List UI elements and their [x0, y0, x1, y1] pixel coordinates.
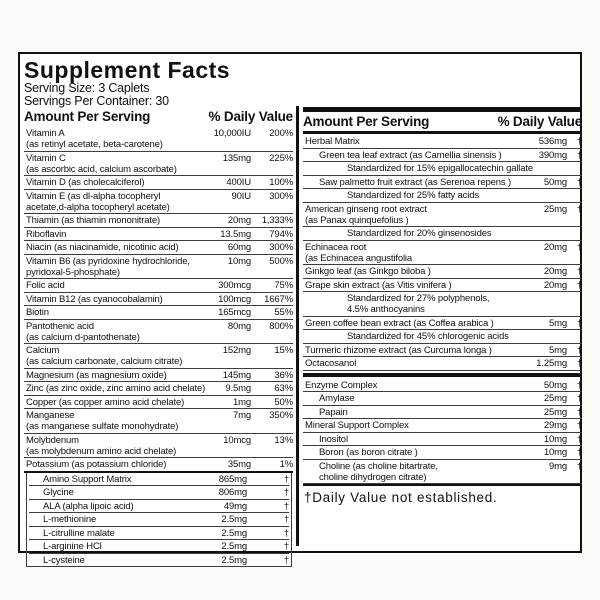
- daily-value-header: % Daily Value: [497, 114, 583, 129]
- daily-value: †: [283, 514, 289, 525]
- ingredient-row: [24, 344, 293, 369]
- right-top-spacer: [303, 56, 582, 106]
- servings-per-container: Servings Per Container: 30: [24, 94, 169, 108]
- ingredient-name: Zinc (as zinc oxide, zinc amino acid chelate): [26, 383, 206, 394]
- ingredient-name: Turmeric rhizome extract (as Curcuma longa ): [305, 344, 492, 356]
- ingredient-name: Standardized for 25% fatty acids: [347, 190, 479, 201]
- ingredient-row: [303, 241, 582, 266]
- ingredient-name: Green coffee bean extract (as Coffea arabica ): [305, 317, 494, 329]
- ingredient-row: [24, 255, 293, 280]
- ingredient-row: [24, 306, 293, 320]
- ingredient-name: Thiamin (as thiamin mononitrate): [26, 215, 161, 226]
- amount-value: 13.5mg: [220, 228, 251, 240]
- left-column: [20, 54, 296, 566]
- daily-value: †: [283, 554, 289, 566]
- ingredient-row: [303, 265, 582, 279]
- amount-value: 10mg: [543, 433, 568, 445]
- amount-value: 20mg: [543, 266, 568, 277]
- ingredient-name: Green tea leaf extract (as Camellia sinensis ): [319, 149, 502, 161]
- amount-value: 20mg: [543, 279, 568, 291]
- amount-value: 400IU: [226, 177, 251, 188]
- daily-value: 75%: [274, 280, 293, 291]
- daily-value: †: [576, 266, 583, 277]
- amount-value: 90IU: [231, 190, 251, 202]
- ingredient-row: [303, 379, 582, 393]
- daily-value: †: [576, 136, 583, 147]
- daily-value: 1,333%: [261, 215, 293, 226]
- daily-value: †: [576, 317, 583, 329]
- daily-value: 100%: [269, 177, 293, 188]
- daily-value-footnote: †Daily Value not established.: [304, 490, 498, 505]
- amount-value: 10mg: [543, 447, 568, 458]
- ingredient-name: Echinacea root (as Echinacea angustifolia: [305, 241, 413, 264]
- amount-value: 29mg: [543, 420, 568, 431]
- amount-value: 25mg: [543, 393, 568, 404]
- ingredient-row: [24, 241, 293, 255]
- amount-per-serving-header: Amount Per Serving: [303, 114, 430, 129]
- ingredient-row: [24, 396, 293, 410]
- daily-value: 350%: [269, 410, 293, 421]
- daily-value: †: [576, 241, 583, 253]
- standardized-note: [303, 292, 582, 317]
- daily-value: 1%: [279, 459, 293, 470]
- amount-value: 35mg: [227, 459, 251, 470]
- ingredient-name: Standardized for 20% ginsenosides: [347, 228, 492, 239]
- daily-value: †: [283, 487, 289, 498]
- column-header: [303, 113, 582, 131]
- daily-value: †: [283, 527, 289, 539]
- daily-value: †: [576, 433, 583, 445]
- section-divider: [303, 373, 582, 377]
- amount-value: 5mg: [548, 317, 568, 329]
- ingredient-name: Calcium (as calcium carbonate, calcium citrate): [26, 345, 183, 367]
- ingredient-name: L-methionine: [43, 514, 97, 525]
- daily-value: †: [576, 149, 583, 161]
- amount-value: 10mcg: [223, 434, 251, 446]
- daily-value: †: [283, 541, 289, 552]
- amount-value: 25mg: [543, 406, 568, 418]
- ingredient-row: [303, 344, 582, 358]
- ingredient-row: [303, 279, 582, 293]
- title-block: [24, 57, 293, 106]
- amount-value: 10mg: [227, 255, 251, 267]
- amount-value: 50mg: [543, 379, 568, 391]
- ingredient-name: Biotin: [26, 307, 49, 318]
- amount-value: 80mg: [227, 320, 251, 332]
- ingredient-row: [24, 434, 293, 459]
- ingredient-name: Vitamin E (as dl-alpha tocopheryl acetate,d-alpha tocopheryl acetate): [26, 190, 170, 213]
- amount-value: 390mg: [538, 149, 568, 161]
- ingredient-name: Saw palmetto fruit extract (as Serenoa repens ): [319, 176, 512, 188]
- standardized-note: [303, 162, 582, 176]
- standardized-note: [303, 189, 582, 203]
- amount-value: 2.5mg: [221, 541, 247, 552]
- daily-value: †: [576, 406, 583, 418]
- ingredient-row: [303, 149, 582, 163]
- ingredient-name: Riboflavin: [26, 228, 67, 240]
- ingredient-row: [303, 460, 582, 485]
- ingredient-row: [303, 446, 582, 460]
- serving-size: Serving Size: 3 Caplets: [24, 81, 150, 95]
- ingredient-row: [303, 357, 582, 371]
- ingredient-row: [24, 320, 293, 345]
- ingredient-row: [24, 152, 293, 177]
- amount-value: 10,000IU: [213, 128, 251, 139]
- daily-value: 36%: [274, 369, 293, 381]
- daily-value: †: [576, 203, 583, 215]
- daily-value: 13%: [274, 434, 293, 446]
- daily-value: 300%: [269, 190, 293, 202]
- ingredient-name: American ginseng root extract (as Panax quinquefolius ): [305, 203, 427, 226]
- daily-value: 300%: [269, 242, 293, 253]
- daily-value: 15%: [274, 345, 293, 356]
- amount-value: 100mcg: [218, 293, 251, 305]
- ingredient-row: [24, 458, 293, 473]
- ingredient-name: Potassium (as potassium chloride): [26, 459, 167, 470]
- ingredient-row: [24, 214, 293, 228]
- daily-value: †: [576, 393, 583, 404]
- ingredient-row: [303, 406, 582, 420]
- ingredient-name: Glycine: [43, 487, 74, 498]
- daily-value: 1667%: [264, 293, 293, 305]
- right-column: [299, 54, 585, 551]
- daily-value: †: [576, 279, 583, 291]
- ingredient-name: Copper (as copper amino acid chelate): [26, 396, 185, 408]
- ingredient-row: [303, 392, 582, 406]
- ingredient-name: L-citrulline malate: [43, 527, 115, 539]
- ingredient-row: [303, 203, 582, 228]
- daily-value: 200%: [269, 128, 293, 139]
- ingredient-row: [24, 382, 293, 396]
- ingredient-row: [29, 500, 289, 514]
- ingredient-name: Pantothenic acid (as calcium d-pantothenate): [26, 320, 140, 343]
- ingredient-name: Enzyme Complex: [305, 379, 378, 391]
- daily-value-header: % Daily Value: [208, 109, 293, 124]
- ingredient-name: Papain: [319, 406, 348, 418]
- ingredient-name: Manganese (as manganese sulfate monohydrate): [26, 410, 179, 432]
- daily-value: 225%: [269, 152, 293, 164]
- amino-support-matrix-box: [26, 473, 292, 568]
- amount-value: 20mg: [543, 241, 568, 253]
- ingredient-name: Octacosanol: [305, 358, 357, 369]
- header-bottom-bar: [303, 131, 582, 134]
- ingredient-row: [24, 279, 293, 293]
- daily-value: 63%: [274, 383, 293, 394]
- ingredient-name: ALA (alpha lipoic acid): [43, 500, 134, 512]
- amount-value: 2.5mg: [221, 527, 247, 539]
- amount-value: 7mg: [232, 410, 251, 421]
- ingredient-name: Vitamin D (as cholecalciferol): [26, 177, 145, 188]
- amount-value: 20mg: [227, 215, 251, 226]
- daily-value: 55%: [274, 307, 293, 318]
- amount-value: 5mg: [548, 344, 568, 356]
- ingredient-row: [303, 433, 582, 447]
- amount-value: 135mg: [222, 152, 251, 164]
- ingredient-name: Vitamin B12 (as cyanocobalamin): [26, 293, 163, 305]
- herbal-matrix-rows: [303, 135, 582, 371]
- ingredient-name: Grape skin extract (as Vitis vinifera ): [305, 279, 452, 291]
- complex-rows: [303, 379, 582, 485]
- daily-value: †: [576, 344, 583, 356]
- ingredient-row: [29, 513, 289, 527]
- standardized-note: [303, 330, 582, 344]
- amount-value: 152mg: [222, 345, 251, 356]
- daily-value: 50%: [274, 396, 293, 408]
- ingredient-row: [24, 176, 293, 190]
- ingredient-name: Inositol: [319, 433, 348, 445]
- amount-value: 9mg: [548, 460, 568, 472]
- ingredient-row: [29, 540, 289, 554]
- standardized-note: [303, 227, 582, 241]
- amount-per-serving-header: Amount Per Serving: [24, 109, 151, 124]
- daily-value: 794%: [269, 228, 293, 240]
- ingredient-name: Vitamin A (as retinyl acetate, beta-carotene): [26, 128, 163, 150]
- ingredient-row: [303, 419, 582, 433]
- ingredient-row: [24, 228, 293, 242]
- daily-value: 800%: [269, 320, 293, 332]
- ingredient-row: [24, 409, 293, 434]
- ingredient-name: Magnesium (as magnesium oxide): [26, 369, 167, 381]
- amount-value: 1.25mg: [536, 358, 568, 369]
- amount-value: 806mg: [218, 487, 247, 498]
- amount-value: 145mg: [222, 369, 251, 381]
- amount-value: 1mg: [232, 396, 251, 408]
- daily-value: †: [576, 176, 583, 188]
- ingredient-name: Ginkgo leaf (as Ginkgo biloba ): [305, 266, 431, 277]
- ingredient-name: Niacin (as niacinamide, nicotinic acid): [26, 242, 179, 253]
- ingredient-row: [24, 369, 293, 383]
- ingredient-name: Standardized for 15% epigallocatechin gallate: [347, 163, 534, 174]
- ingredient-name: Vitamin C (as ascorbic acid, calcium ascorbate): [26, 152, 177, 175]
- amount-value: 300mcg: [218, 280, 251, 291]
- amount-value: 536mg: [538, 136, 568, 147]
- vitamin-mineral-rows: [24, 127, 293, 473]
- ingredient-name: Standardized for 27% polyphenols, 4.5% anthocyanins: [347, 293, 490, 315]
- daily-value: †: [283, 473, 289, 485]
- ingredient-row: [24, 127, 293, 152]
- daily-value: †: [576, 358, 583, 369]
- daily-value: †: [576, 460, 583, 472]
- ingredient-name: Choline (as choline bitartrate, choline dihydrogen citrate): [319, 460, 438, 483]
- ingredient-row: [303, 317, 582, 331]
- ingredient-name: Standardized for 45% chlorogenic acids: [347, 331, 509, 342]
- ingredient-name: Amino Support Matrix: [43, 473, 132, 485]
- ingredient-row: [29, 527, 289, 541]
- supplement-facts-label: [18, 52, 583, 566]
- amount-value: 25mg: [543, 203, 568, 215]
- ingredient-row: [303, 176, 582, 190]
- daily-value: †: [283, 500, 289, 512]
- amount-value: 60mg: [227, 242, 251, 253]
- ingredient-name: Molybdenum (as molybdenum amino acid chelate): [26, 434, 177, 457]
- amount-value: 50mg: [543, 176, 568, 188]
- amount-value: 49mg: [223, 500, 247, 512]
- daily-value: †: [576, 379, 583, 391]
- amount-value: 2.5mg: [221, 514, 247, 525]
- ingredient-row: [29, 554, 289, 567]
- column-header: [24, 108, 293, 126]
- ingredient-name: L-arginine HCl: [43, 541, 102, 552]
- amount-value: 2.5mg: [221, 554, 247, 566]
- daily-value: †: [576, 420, 583, 431]
- ingredient-name: Herbal Matrix: [305, 136, 360, 147]
- ingredient-row: [29, 486, 289, 500]
- ingredient-row: [29, 473, 289, 487]
- amount-value: 865mg: [218, 473, 247, 485]
- amount-value: 165mcg: [218, 307, 251, 318]
- ingredient-row: [24, 190, 293, 215]
- ingredient-name: Amylase: [319, 393, 355, 404]
- header-top-bar: [303, 107, 582, 112]
- daily-value: 500%: [269, 255, 293, 267]
- ingredient-name: Boron (as boron citrate ): [319, 447, 418, 458]
- ingredient-name: Folic acid: [26, 280, 65, 291]
- ingredient-name: Vitamin B6 (as pyridoxine hydrochloride, pyridoxal-5-phosphate): [26, 255, 190, 278]
- amount-value: 9.5mg: [225, 383, 251, 394]
- ingredient-name: L-cysteine: [43, 554, 85, 566]
- ingredient-row: [303, 135, 582, 149]
- ingredient-row: [24, 293, 293, 307]
- supplement-facts-title: Supplement Facts: [24, 57, 231, 83]
- ingredient-name: Mineral Support Complex: [305, 420, 409, 431]
- daily-value: †: [576, 447, 583, 458]
